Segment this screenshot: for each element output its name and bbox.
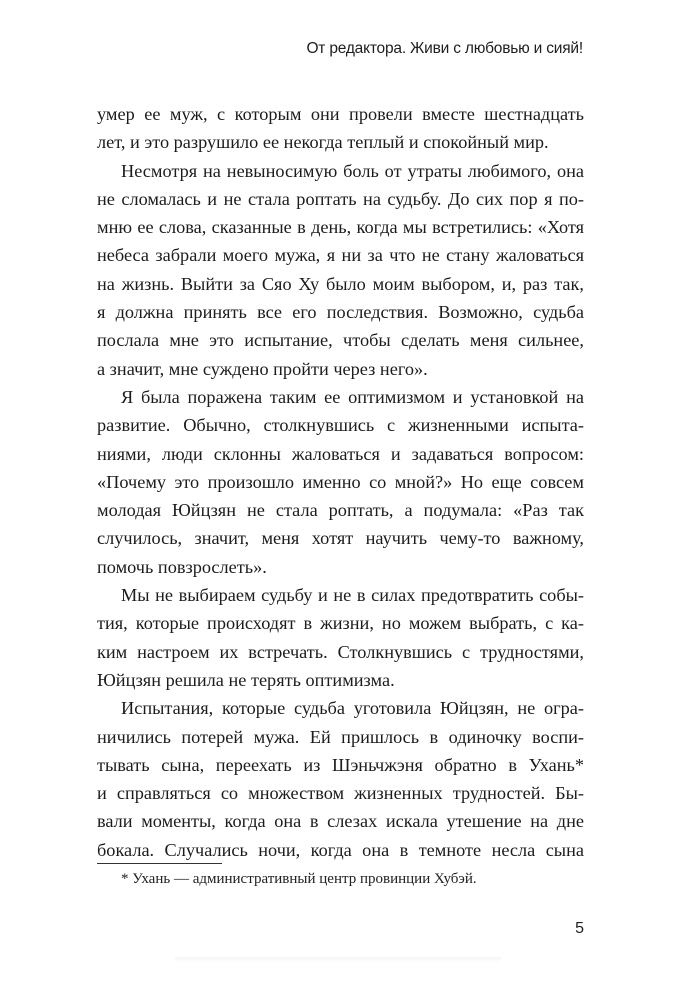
text-line: развитие. Обычно, столкнувшись с жизненными испыта-	[97, 415, 584, 436]
text-line: и справляться со множеством жизненных трудностей. Бы-	[97, 783, 584, 804]
paragraph-first-line: Я была поражена таким ее оптимизмом и установкой на	[121, 386, 584, 407]
scan-shadow	[175, 957, 501, 963]
text-line: бокала. Случались ночи, когда она в темноте несла сына	[97, 839, 584, 860]
text-line: я должна принять все его последствия. Возможно, судьба	[97, 302, 584, 323]
body-text	[97, 100, 584, 864]
text-line: на жизнь. Выйти за Сяо Ху было моим выбором, и, раз так,	[97, 273, 584, 294]
running-header: От редактора. Живи с любовью и сияй!	[306, 40, 583, 57]
text-line: мню ее слова, сказанные в день, когда мы встретились: «Хотя	[97, 217, 584, 238]
text-line: послала мне это испытание, чтобы сделать меня сильнее,	[97, 330, 584, 351]
paragraph-first-line: Испытания, которые судьба уготовила Юйцзян, не огра-	[121, 698, 584, 719]
text-line: Юйцзян решила не терять оптимизма.	[97, 669, 395, 690]
text-line: умер ее муж, с которым они провели вместе шестнадцать	[97, 104, 584, 124]
text-line: а значит, мне суждено пройти через него».	[97, 358, 428, 379]
text-line: небеса забрали моего мужа, я ни за что не стану жаловаться	[97, 245, 584, 266]
footnote: * Ухань — административный центр провинции Хубэй.	[121, 871, 477, 887]
text-line: тия, которые происходят в жизни, но можем выбрать, с ка-	[97, 613, 584, 634]
text-line: ничились потерей мужа. Ей пришлось в одиночку воспи-	[97, 726, 584, 747]
text-line: не сломалась и не стала роптать на судьбу. До сих пор я по-	[97, 188, 584, 209]
text-line: «Почему это произошло именно со мной?» Но еще совсем	[97, 471, 584, 492]
footnote-divider	[97, 863, 222, 864]
paragraph-first-line: Несмотря на невыносимую боль от утраты любимого, она	[121, 160, 584, 181]
text-line: помочь повзрослеть».	[97, 556, 267, 577]
page-number: 5	[575, 920, 584, 937]
text-line: лет, и это разрушило ее некогда теплый и спокойный мир.	[97, 132, 549, 153]
text-line: случилось, значит, меня хотят научить чему-то важному,	[97, 528, 584, 549]
text-line: вали моменты, когда она в слезах искала утешение на дне	[97, 811, 584, 832]
text-line: тывать сына, переехать из Шэньчжэня обратно в Ухань*	[97, 754, 584, 775]
text-line: молодая Юйцзян не стала роптать, а подумала: «Раз так	[97, 500, 584, 521]
text-line: ниями, люди склонны жаловаться и задаваться вопросом:	[97, 443, 584, 464]
text-line: ким настроем их встречать. Столкнувшись с трудностями,	[97, 641, 584, 662]
paragraph-first-line: Мы не выбираем судьбу и не в силах предотвратить собы-	[121, 585, 584, 606]
